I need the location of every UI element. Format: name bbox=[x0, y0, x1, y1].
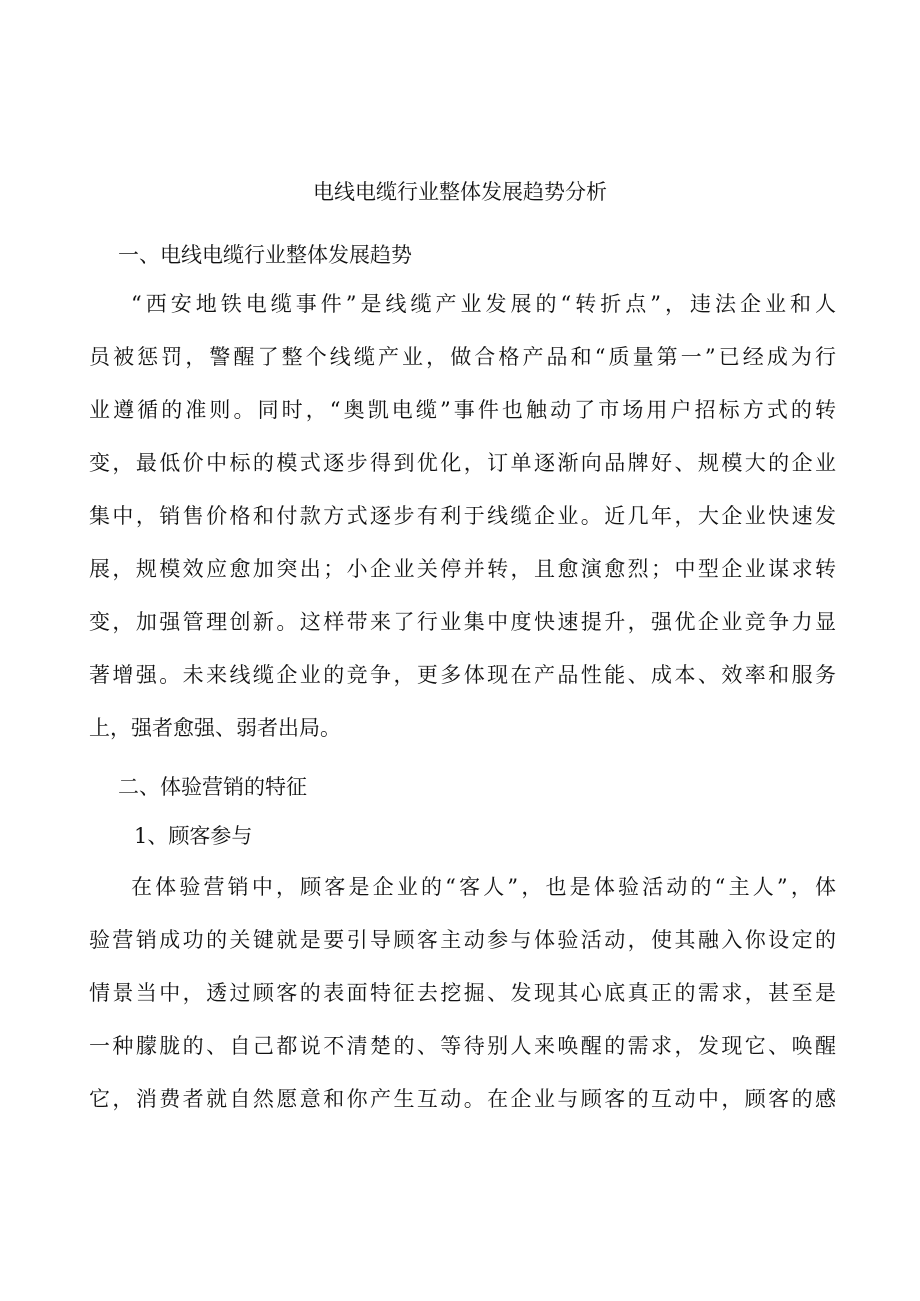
paragraph-line: 验营销成功的关键就是要引导顾客主动参与体验活动，使其融入你设定的 bbox=[89, 928, 836, 952]
paragraph-customer-participation bbox=[89, 861, 836, 1126]
paragraph-line: 变，最低价中标的模式逐步得到优化，订单逐渐向品牌好、规模大的企业 bbox=[89, 451, 836, 475]
section-heading-industry-trend: 一、电线电缆行业整体发展趋势 bbox=[118, 243, 412, 267]
paragraph-industry-trend bbox=[89, 278, 836, 755]
section-heading-experience-marketing: 二、体验营销的特征 bbox=[118, 775, 307, 799]
document-title: 电线电缆行业整体发展趋势分析 bbox=[313, 180, 607, 204]
paragraph-line: 上，强者愈强、弱者出局。 bbox=[89, 716, 341, 740]
subheading-customer-participation: 1、顾客参与 bbox=[134, 824, 253, 848]
paragraph-line: 集中，销售价格和付款方式逐步有利于线缆企业。近几年，大企业快速发 bbox=[89, 504, 836, 528]
paragraph-line: 情景当中，透过顾客的表面特征去挖掘、发现其心底真正的需求，甚至是 bbox=[89, 981, 836, 1005]
paragraph-line: 一种朦胧的、自己都说不清楚的、等待别人来唤醒的需求，发现它、唤醒 bbox=[89, 1034, 836, 1058]
paragraph-line: “西安地铁电缆事件”是线缆产业发展的“转折点”，违法企业和人 bbox=[131, 292, 836, 316]
paragraph-line: 在体验营销中，顾客是企业的“客人”，也是体验活动的“主人”，体 bbox=[131, 875, 836, 899]
paragraph-line: 变，加强管理创新。这样带来了行业集中度快速提升，强优企业竞争力显 bbox=[89, 610, 836, 634]
paragraph-line: 员被惩罚，警醒了整个线缆产业，做合格产品和“质量第一”已经成为行 bbox=[89, 345, 836, 369]
paragraph-line: 著增强。未来线缆企业的竞争，更多体现在产品性能、成本、效率和服务 bbox=[89, 663, 836, 687]
paragraph-line: 业遵循的准则。同时，“奥凯电缆”事件也触动了市场用户招标方式的转 bbox=[89, 398, 836, 422]
paragraph-line: 它，消费者就自然愿意和你产生互动。在企业与顾客的互动中，顾客的感 bbox=[89, 1087, 836, 1111]
paragraph-line: 展，规模效应愈加突出；小企业关停并转，且愈演愈烈；中型企业谋求转 bbox=[89, 557, 836, 581]
